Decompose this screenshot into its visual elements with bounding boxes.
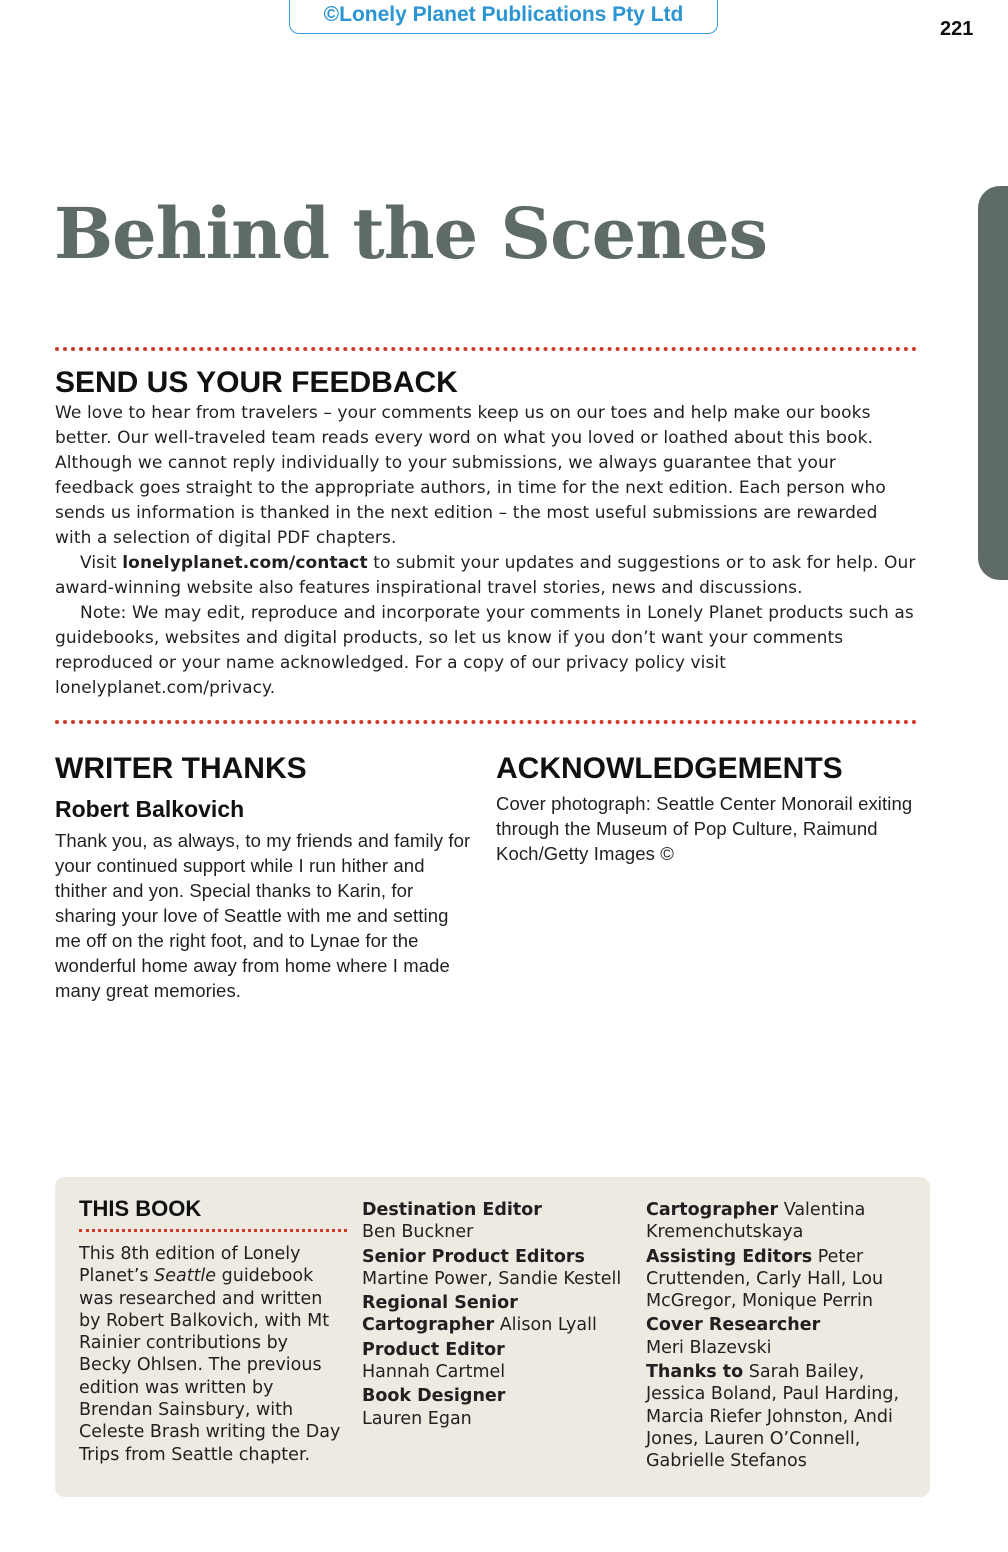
guidebook-title: Seattle [154, 1266, 217, 1287]
chapter-side-tab [978, 186, 1008, 580]
credits-column-1 [362, 1199, 624, 1432]
contact-link[interactable]: lonelyplanet.com/contact [122, 553, 368, 573]
credit-entry: Product Editor Hannah Cartmel [362, 1339, 506, 1383]
divider-middle [55, 720, 917, 724]
this-book-heading: THIS BOOK [79, 1196, 202, 1221]
feedback-paragraph-2: Visit lonelyplanet.com/contact to submit your updates and suggestions or to ask for help. Our award-winning website also features inspirational travel stories, news and discussions. [55, 553, 916, 598]
writer-name: Robert Balkovich [55, 796, 245, 822]
acknowledgements-heading: ACKNOWLEDGEMENTS [496, 752, 843, 785]
credit-entry: Book Designer Lauren Egan [362, 1386, 506, 1429]
feedback-body [55, 401, 917, 701]
credit-entry: Assisting Editors Peter Cruttenden, Carly Hall, Lou McGregor, Monique Perrin [646, 1246, 884, 1312]
credit-entry: Destination Editor Ben Buckner [362, 1200, 542, 1243]
page-title: Behind the Scenes [54, 192, 768, 275]
divider-top [55, 347, 917, 351]
feedback-paragraph-1: We love to hear from travelers – your comments keep us on our toes and help make our books better. Our well-traveled team reads every word on what you loved or loathed about this book. Although we cannot reply individually to your submissions, we always guarantee that your feedback goes straight to the appropriate authors, in time for the next edition. Each person who sends us information is thanked in the next edition – the most useful submissions are rewarded with a selection of digital PDF chapters. [55, 403, 886, 548]
credit-entry: Cover Researcher Meri Blazevski [646, 1315, 821, 1358]
credit-entry: Cartographer Valentina Kremenchutskaya [646, 1200, 866, 1243]
this-book-divider [79, 1229, 347, 1232]
this-book-text: This 8th edition of Lonely Planet’s Seattle guidebook was researched and written by Robert Balkovich, with Mt Rainier contributions by Becky Ohlsen. The previous edition was written by Brendan Sainsbury, with Celeste Brash writing the Day Trips from Seattle chapter. [79, 1244, 341, 1465]
copyright-banner: ©Lonely Planet Publications Pty Ltd [289, 0, 718, 34]
feedback-paragraph-3: Note: We may edit, reproduce and incorporate your comments in Lonely Planet products such as guidebooks, websites and digital products, so let us know if you don’t want your comments reproduced or your name acknowledged. For a copy of our privacy policy visit lonelyplanet.com/privacy. [55, 603, 914, 698]
acknowledgements-text: Cover photograph: Seattle Center Monorail exiting through the Museum of Pop Culture, Raimund Koch/Getty Images © [496, 793, 913, 864]
credits-column-2 [646, 1199, 910, 1475]
feedback-heading: SEND US YOUR FEEDBACK [55, 366, 458, 399]
page-number: 221 [940, 18, 974, 40]
credit-entry: Senior Product Editors Martine Power, Sandie Kestell [362, 1246, 622, 1289]
credit-entry: Regional Senior Cartographer Alison Lyall [362, 1293, 597, 1336]
writer-thanks-heading: WRITER THANKS [55, 752, 307, 785]
credit-entry: Thanks to Sarah Bailey, Jessica Boland, Paul Harding, Marcia Riefer Johnston, Andi Jones, Lauren O’Connell, Gabrielle Stefanos [646, 1362, 900, 1472]
writer-thanks-text: Thank you, as always, to my friends and family for your continued support while I run hither and thither and yon. Special thanks to Karin, for sharing your love of Seattle with me and setting me off on the right foot, and to Lynae for the wonderful home away from home where I made many great memories. [55, 830, 471, 1001]
